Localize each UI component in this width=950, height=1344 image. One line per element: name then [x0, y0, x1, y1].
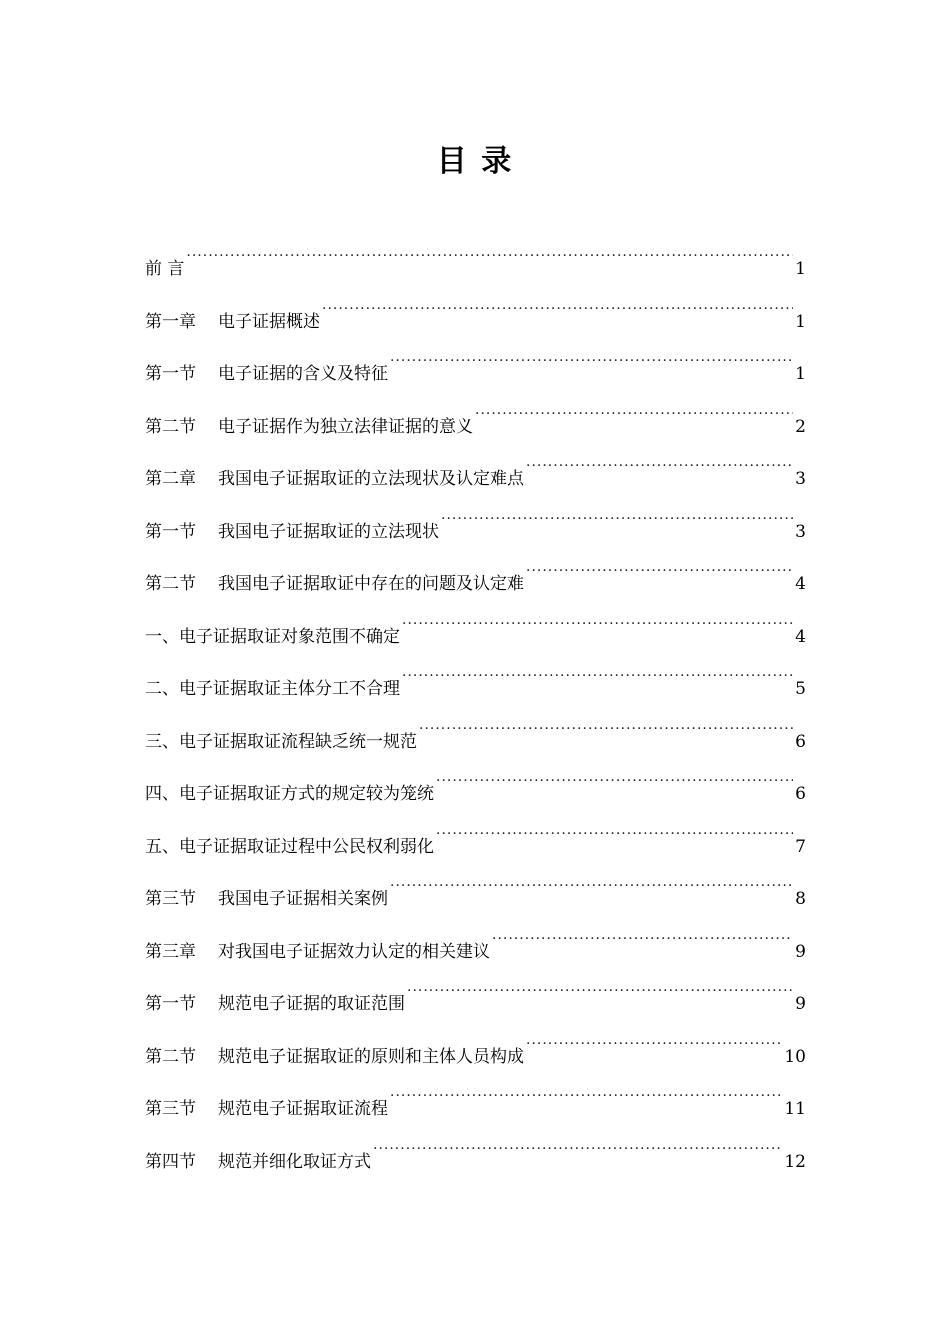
- toc-entry[interactable]: [145, 238, 806, 291]
- toc-entry[interactable]: [145, 291, 806, 344]
- toc-entry-number: 第三章: [145, 941, 196, 962]
- toc-entry-label: [145, 1039, 524, 1075]
- toc-entry[interactable]: [145, 763, 806, 816]
- toc-entry-title: 规范电子证据的取证范围: [218, 994, 405, 1014]
- toc-entry-title: 我国电子证据取证的立法现状: [218, 521, 439, 542]
- toc-entry-title: 我国电子证据取证中存在的问题及认定难: [218, 574, 524, 594]
- toc-entry[interactable]: [145, 606, 806, 659]
- toc-entry-number: 第二节: [145, 416, 196, 437]
- page-title: 目 录: [436, 144, 514, 180]
- toc-page-number: 9: [795, 994, 806, 1014]
- toc-dot-leader: [402, 606, 793, 642]
- toc-entry-number: 第二节: [145, 1046, 196, 1067]
- toc-page-number: 5: [795, 679, 806, 699]
- toc-entry-title: 我国电子证据取证的立法现状及认定难点: [218, 469, 524, 489]
- toc-entry-label: [145, 934, 490, 970]
- toc-entry-label: [145, 724, 417, 760]
- toc-entry-number: 前 言: [145, 259, 185, 279]
- toc-page-number: 3: [795, 469, 806, 489]
- toc-entry-number: 第一节: [145, 521, 196, 542]
- toc-entry-title: 电子证据的含义及特征: [218, 364, 388, 384]
- toc-page-number: 4: [795, 626, 806, 647]
- toc-dot-leader: [186, 238, 793, 274]
- toc-entry[interactable]: [145, 868, 806, 921]
- toc-entry-label: [145, 566, 524, 602]
- toc-page-number: 6: [795, 784, 806, 804]
- toc-entry-label: [145, 776, 434, 812]
- toc-page-number: 1: [795, 259, 806, 279]
- toc-entry[interactable]: [145, 396, 806, 449]
- toc-entry[interactable]: [145, 711, 806, 764]
- toc-page-number: 1: [795, 364, 806, 384]
- toc-dot-leader: [526, 448, 793, 484]
- toc-entry[interactable]: [145, 1078, 806, 1131]
- toc-dot-leader: [526, 1026, 782, 1062]
- toc-entry[interactable]: [145, 658, 806, 711]
- toc-entry-label: [145, 1144, 371, 1180]
- toc-entry[interactable]: [145, 1026, 806, 1079]
- toc-page-number: 11: [784, 1099, 806, 1119]
- toc-entry-title: 三、电子证据取证流程缺乏统一规范: [145, 731, 417, 752]
- toc-entry-label: [145, 251, 184, 287]
- toc-dot-leader: [390, 1078, 782, 1114]
- toc-entry-number: 第三节: [145, 889, 196, 909]
- toc-entry-number: 第一章: [145, 311, 196, 332]
- toc-page-number: 10: [784, 1046, 806, 1067]
- toc-dot-leader: [492, 921, 793, 957]
- table-of-contents: [145, 238, 806, 1183]
- toc-dot-leader: [526, 553, 793, 589]
- toc-entry[interactable]: [145, 816, 806, 869]
- toc-page-number: 12: [784, 1151, 806, 1172]
- toc-dot-leader: [441, 501, 793, 537]
- toc-page-number: 2: [795, 416, 806, 437]
- toc-entry-label: [145, 1091, 388, 1127]
- toc-dot-leader: [475, 396, 793, 432]
- toc-entry-title: 电子证据作为独立法律证据的意义: [218, 416, 473, 437]
- toc-entry-label: [145, 356, 388, 392]
- toc-entry-title: 我国电子证据相关案例: [218, 889, 388, 909]
- toc-entry-title: 电子证据概述: [218, 311, 320, 332]
- toc-entry-label: [145, 619, 400, 655]
- toc-entry-title: 规范电子证据取证的原则和主体人员构成: [218, 1046, 524, 1067]
- toc-page-number: 8: [795, 889, 806, 909]
- toc-entry[interactable]: [145, 448, 806, 501]
- toc-entry-label: [145, 986, 405, 1022]
- toc-entry-number: 第二节: [145, 574, 196, 594]
- toc-page-number: 9: [795, 941, 806, 962]
- toc-entry-label: [145, 829, 434, 865]
- toc-entry-label: [145, 304, 320, 340]
- toc-page-number: 1: [795, 311, 806, 332]
- toc-entry-number: 第一节: [145, 364, 196, 384]
- toc-entry-number: 第一节: [145, 994, 196, 1014]
- toc-entry-label: [145, 409, 473, 445]
- toc-entry-title: 对我国电子证据效力认定的相关建议: [218, 941, 490, 962]
- toc-entry[interactable]: [145, 553, 806, 606]
- toc-page-number: 3: [795, 521, 806, 542]
- toc-entry-title: 五、电子证据取证过程中公民权利弱化: [145, 836, 434, 857]
- toc-entry-number: 第三节: [145, 1099, 196, 1119]
- toc-dot-leader: [390, 868, 793, 904]
- toc-dot-leader: [373, 1131, 782, 1167]
- toc-entry-label: [145, 461, 524, 497]
- toc-dot-leader: [436, 816, 793, 852]
- toc-entry[interactable]: [145, 1131, 806, 1184]
- toc-page-number: 4: [795, 574, 806, 594]
- toc-entry[interactable]: [145, 343, 806, 396]
- toc-entry-label: [145, 671, 400, 707]
- toc-page-number: 7: [795, 836, 806, 857]
- toc-entry-title: 二、电子证据取证主体分工不合理: [145, 679, 400, 699]
- toc-dot-leader: [419, 711, 793, 747]
- toc-entry-label: [145, 881, 388, 917]
- toc-dot-leader: [407, 973, 793, 1009]
- toc-entry-label: [145, 514, 439, 550]
- toc-entry-title: 一、电子证据取证对象范围不确定: [145, 626, 400, 647]
- toc-dot-leader: [322, 291, 793, 327]
- toc-entry-number: 第二章: [145, 469, 196, 489]
- toc-entry-title: 四、电子证据取证方式的规定较为笼统: [145, 784, 434, 804]
- toc-entry[interactable]: [145, 973, 806, 1026]
- toc-entry-title: 规范并细化取证方式: [218, 1151, 371, 1172]
- toc-entry-number: 第四节: [145, 1151, 196, 1172]
- toc-dot-leader: [402, 658, 793, 694]
- toc-page-number: 6: [795, 731, 806, 752]
- toc-dot-leader: [390, 343, 793, 379]
- toc-entry-title: 规范电子证据取证流程: [218, 1099, 388, 1119]
- toc-dot-leader: [436, 763, 793, 799]
- toc-entry[interactable]: [145, 501, 806, 554]
- toc-entry[interactable]: [145, 921, 806, 974]
